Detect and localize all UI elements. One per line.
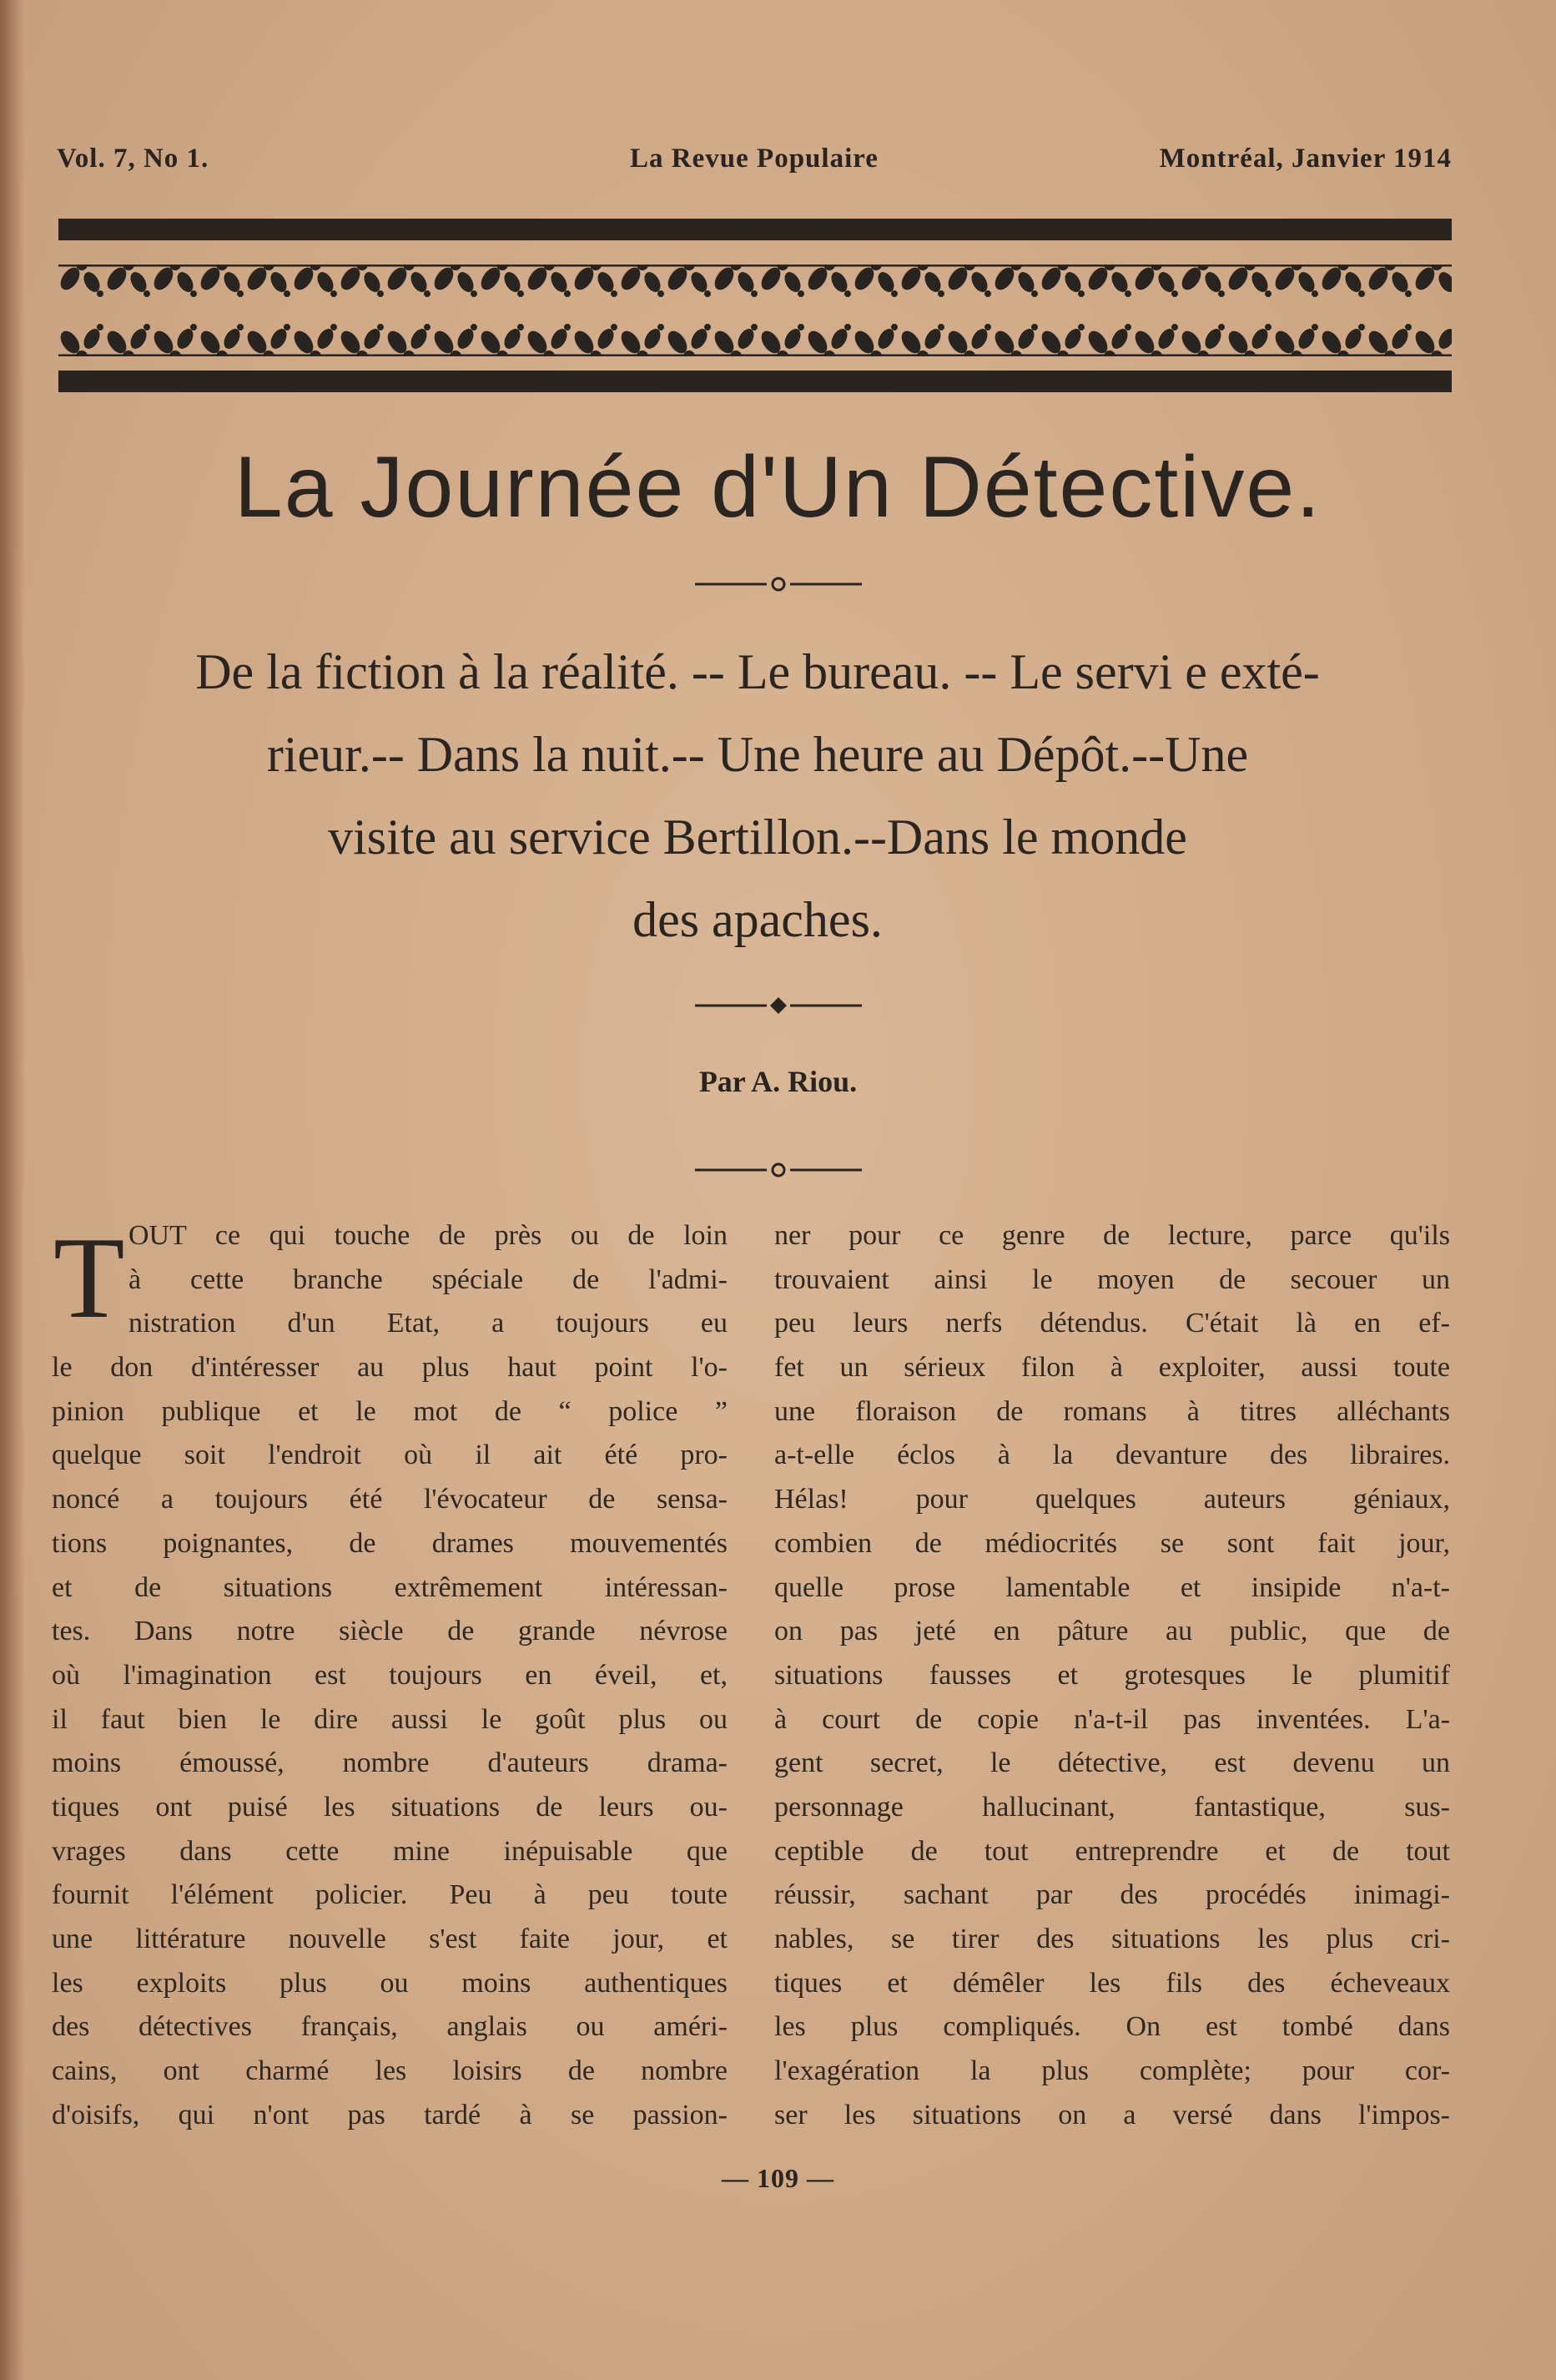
text-line: peu leurs nerfs détendus. C'était là en ef- <box>774 1308 1450 1339</box>
text-line: ceptible de tout entreprendre et de tout <box>774 1835 1450 1867</box>
text-line: une littérature nouvelle s'est faite jour, et <box>52 1924 728 1954</box>
text-line: nables, se tirer des situations les plus cri- <box>774 1924 1450 1954</box>
text-line: où l'imagination est toujours en éveil, et, <box>52 1659 728 1691</box>
text-line: combien de médiocrités se sont fait jour, <box>774 1527 1450 1559</box>
subtitle-line: visite au service Bertillon.--Dans le monde <box>328 809 1187 865</box>
text-line: tes. Dans notre siècle de grande névrose <box>52 1616 728 1647</box>
text-line: l'exagération la plus complète; pour cor- <box>774 2055 1450 2087</box>
text-line: OUT ce qui touche de près ou de loin <box>128 1220 728 1251</box>
text-line: des détectives français, anglais ou améri- <box>52 2011 728 2043</box>
text-line: Hélas! pour quelques auteurs géniaux, <box>774 1484 1450 1515</box>
text-line: tiques et démêler les fils des écheveaux <box>774 1967 1450 1999</box>
text-line: vrages dans cette mine inépuisable que <box>52 1835 728 1867</box>
decorative-leaf-border <box>58 219 1452 394</box>
text-line: ner pour ce genre de lecture, parce qu'ils <box>774 1220 1450 1251</box>
page-number: — 109 — <box>722 2163 834 2193</box>
subtitle-line: De la fiction à la réalité. -- Le bureau. -- Le servi e exté- <box>195 644 1320 699</box>
text-line: une floraison de romans à titres alléchants <box>774 1395 1450 1427</box>
subtitle-line: rieur.-- Dans la nuit.-- Une heure au Dépôt.--Une <box>266 727 1249 782</box>
text-line: situations fausses et grotesques le plumitif <box>774 1659 1450 1691</box>
text-line: pinion publique et le mot de “ police ” <box>52 1395 728 1427</box>
text-line: on pas jeté en pâture au public, que de <box>774 1616 1450 1647</box>
text-line: quelle prose lamentable et insipide n'a-t- <box>774 1571 1450 1603</box>
publication-name: La Revue Populaire <box>630 144 879 174</box>
drop-cap: T <box>53 1213 125 1343</box>
text-line: nistration d'un Etat, a toujours eu <box>128 1308 728 1339</box>
text-line: fet un sérieux filon à exploiter, aussi toute <box>774 1352 1450 1384</box>
divider-circle-small <box>0 1157 1556 1182</box>
author-byline: Par A. Riou. <box>698 1065 858 1098</box>
text-line: fournit l'élément policier. Peu à peu toute <box>52 1879 728 1911</box>
text-line: noncé a toujours été l'évocateur de sensa- <box>52 1484 728 1515</box>
text-line: a-t-elle éclos à la devanture des libraires. <box>774 1440 1450 1471</box>
volume-number: Vol. 7, No 1. <box>57 144 209 174</box>
text-line: à court de copie n'a-t-il pas inventées. L'a- <box>774 1703 1450 1735</box>
divider-diamond <box>0 993 1556 1018</box>
article-title: La Journée d'Un Détective. <box>234 439 1322 536</box>
subtitle-line: des apaches. <box>632 892 883 947</box>
text-line: et de situations extrêmement intéressan- <box>52 1571 728 1603</box>
text-line: les exploits plus ou moins authentiques <box>52 1967 728 1999</box>
running-head <box>57 144 1452 185</box>
text-line: tiques ont puisé les situations de leurs ou- <box>52 1791 728 1823</box>
text-line: trouvaient ainsi le moyen de secouer un <box>774 1263 1450 1295</box>
text-line: il faut bien le dire aussi le goût plus ou <box>52 1703 728 1735</box>
text-line: le don d'intéresser au plus haut point l'o- <box>52 1352 728 1384</box>
text-line: ser les situations on a versé dans l'impos- <box>774 2099 1450 2130</box>
text-line: quelque soit l'endroit où il ait été pro- <box>52 1440 728 1471</box>
text-line: les plus compliqués. On est tombé dans <box>774 2011 1450 2043</box>
text-line: à cette branche spéciale de l'admi- <box>128 1263 728 1295</box>
text-line: réussir, sachant par des procédés inimagi- <box>774 1879 1450 1911</box>
text-line: gent secret, le détective, est devenu un <box>774 1747 1450 1779</box>
text-line: d'oisifs, qui n'ont pas tardé à se passion- <box>52 2099 728 2130</box>
left-column <box>52 1214 728 2137</box>
article-subtitle <box>57 631 1458 961</box>
text-line: tions poignantes, de drames mouvementés <box>52 1527 728 1559</box>
issue-date: Montréal, Janvier 1914 <box>1159 144 1452 174</box>
divider-circle <box>0 572 1556 597</box>
text-line: moins émoussé, nombre d'auteurs drama- <box>52 1747 728 1779</box>
text-line: cains, ont charmé les loisirs de nombre <box>52 2055 728 2087</box>
text-line: personnage hallucinant, fantastique, sus- <box>774 1791 1450 1823</box>
right-column <box>774 1214 1450 2137</box>
